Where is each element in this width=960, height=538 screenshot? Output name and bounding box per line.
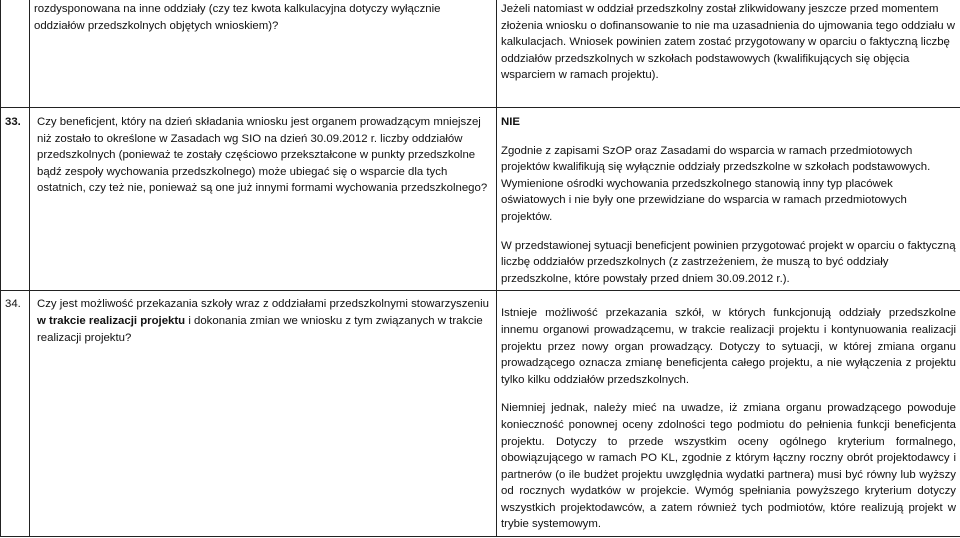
answer-cell	[497, 0, 960, 108]
row-number-cell: 34.	[1, 291, 30, 537]
answer-title: NIE	[501, 116, 520, 128]
table-row	[1, 108, 960, 291]
table-row	[1, 291, 960, 537]
question-emphasis: w trakcie realizacji projektu	[37, 314, 186, 327]
question-cell	[30, 0, 497, 108]
table-row	[1, 0, 960, 108]
answer-paragraph: Niemniej jednak, należy mieć na uwadze, iż zmiana organu prowadzącego powoduje konieczność ponownej oceny zdolności tego podmiotu do pełnienia funkcji beneficjenta projektu. Dotyczy to przede wszystkim oceny ogólnego kryterium formalnego, obowiązującego w ramach PO KL, zgodnie z którym łączny roczny obrót projektodawcy i partnerów (o ile budżet projektu uwzględnia wydatki partnera) musi być równy lub wyższy od rocznych wydatków w projekcie. Wymóg spełniania powyższego kryterium dotyczy wszystkich projektodawców, a zatem również tych podmiotów, które realizują projekt w trybie systemowym.	[501, 402, 956, 531]
question-text: rozdysponowana na inne oddziały (czy tez kwota kalkulacyjna dotyczy wyłącznie oddziałów przedszkolnych objętych wnioskiem)?	[34, 3, 441, 32]
row-number-cell: 33.	[1, 108, 30, 291]
question-cell	[30, 291, 497, 537]
answer-cell	[497, 108, 960, 291]
row-number-cell	[1, 0, 30, 108]
answer-cell	[497, 291, 960, 537]
answer-paragraph: Zgodnie z zapisami SzOP oraz Zasadami do wsparcia w ramach przedmiotowych projektów kwalifikują się wyłącznie oddziały przedszkolne w szkołach podstawowych. Wymienione ośrodki wychowania przedszkolnego stanowią inny typ placówek oświatowych i nie były one przewidziane do wsparcia w ramach przedmiotowych projektów.	[501, 144, 931, 223]
question-text: Czy jest możliwość przekazania szkoły wraz z oddziałami przedszkolnymi stowarzyszeniu w trakcie realizacji projektu i dokonania zmian we wniosku z tym związanych w trakcie realizacji projektu?	[37, 298, 489, 344]
answer-paragraph: W przedstawionej sytuacji beneficjent powinien przygotować projekt w oparciu o faktyczną liczbę oddziałów przedszkolnych (z zastrzeżeniem, że muszą to być oddziały przedszkolne, które powstały przed dniem 30.09.2012 r.).	[501, 239, 956, 285]
answer-paragraph: Jeżeli natomiast w oddział przedszkolny został zlikwidowany jeszcze przed momentem złożenia wniosku o dofinansowanie to nie ma uzasadnienia do ujmowania tego oddziału w kalkulacjach. Wniosek powinien zatem zostać przygotowany w oparciu o faktyczną liczbę oddziałów przedszkolnych w szkołach podstawowych (kwalifikujących się objęcia wsparciem w ramach projektu).	[501, 3, 956, 82]
question-text: Czy beneficjent, który na dzień składania wniosku jest organem prowadzącym mniejszej niż zostało to określone w Zasadach wg SIO na dzień 30.09.2012 r. liczby oddziałów przedszkolnych (ponieważ te zostały częściowo przekształcone w punkty przedszkolne bądź zespoły wychowania przedszkolnego) może ubiegać się o wsparcie dla tych ostatnich, czy też nie, ponieważ są one już innymi formami wychowania przedszkolnego?	[37, 116, 488, 195]
question-cell	[30, 108, 497, 291]
answer-paragraph: Istnieje możliwość przekazania szkół, w których funkcjonują oddziały przedszkolne innemu organowi prowadzącemu, w trakcie realizacji projektu i kontynuowania realizacji projektu przez nowy organ prowadzący. Dotyczy to sytuacji, w której zmiana organu prowadzącego oznacza zmianę beneficjenta całego projektu, a nie wyłączenia z projektu tylko kilku oddziałów przedszkolnych.	[501, 307, 956, 386]
